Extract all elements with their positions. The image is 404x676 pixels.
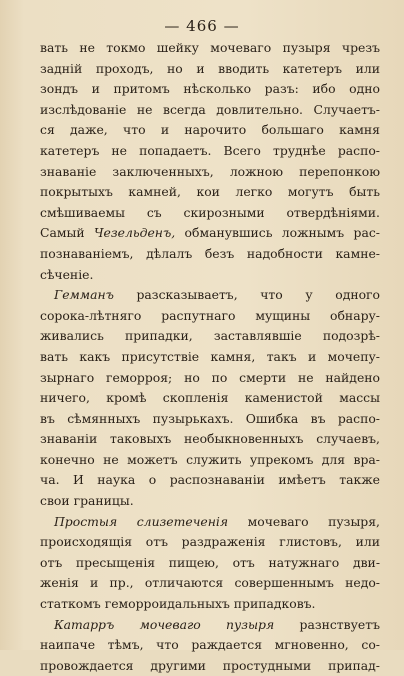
text-segment: ничего, кромѣ скопленія каменистой массы bbox=[40, 390, 380, 406]
text-line bbox=[40, 512, 380, 533]
text-segment: вать какъ присутствіе камня, такъ и мочепу- bbox=[40, 348, 380, 364]
text-segment: знаваніе заключенныхъ, ложною перепонкою bbox=[40, 163, 380, 179]
text-segment: женія и пр., отличаются совершеннымъ недо- bbox=[40, 575, 380, 591]
text-line bbox=[40, 615, 380, 636]
text-line bbox=[40, 409, 380, 430]
text-line bbox=[40, 285, 380, 306]
text-line bbox=[40, 100, 380, 121]
text-line bbox=[40, 79, 380, 100]
text-segment: вать не токмо шейку мочеваго пузыря чрезъ bbox=[40, 40, 380, 55]
text-segment: знаваніи таковыхъ необыкновенныхъ случаевъ, bbox=[40, 431, 380, 447]
text-line bbox=[40, 635, 380, 656]
text-line bbox=[40, 388, 380, 409]
italic-text: Простыя слизетеченія bbox=[54, 513, 229, 529]
text-segment: обманувшись ложнымъ рас- bbox=[175, 225, 380, 241]
italic-text: Чезельденъ, bbox=[93, 225, 176, 241]
text-line bbox=[40, 656, 380, 676]
text-line bbox=[40, 306, 380, 327]
text-segment: смѣшиваемы съ скирозными отвердѣніями. bbox=[40, 204, 380, 220]
text-segment: конечно не можетъ служить упрекомъ для вра- bbox=[40, 451, 380, 467]
text-segment: въ сѣмянныхъ пузырькахъ. Ошибка въ распо- bbox=[40, 410, 380, 426]
text-segment: ся даже, что и нарочито большаго камня bbox=[40, 122, 380, 138]
page-number: — 466 — bbox=[164, 17, 240, 35]
text-segment: задній проходъ, но и вводить катетеръ или bbox=[40, 60, 380, 76]
text-segment: сорока-лѣтняго распутнаго мущины обнару- bbox=[40, 307, 380, 323]
text-line bbox=[40, 223, 380, 244]
text-segment: мочеваго пузыря, bbox=[228, 513, 380, 529]
text-line bbox=[40, 141, 380, 162]
text-line bbox=[40, 470, 380, 491]
italic-text: Гемманъ bbox=[54, 287, 114, 303]
text-segment: сѣченіе. bbox=[40, 266, 94, 282]
text-line bbox=[40, 38, 380, 59]
text-line bbox=[40, 347, 380, 368]
text-line bbox=[40, 573, 380, 594]
text-segment: провождается другими простудными припад- bbox=[40, 657, 380, 673]
text-segment: происходящія отъ раздраженія глистовъ, или bbox=[40, 534, 380, 550]
text-segment: живались припадки, заставлявшіе подозрѣ- bbox=[40, 328, 380, 344]
text-line bbox=[40, 203, 380, 224]
text-line bbox=[40, 553, 380, 574]
text-segment: познаваніемъ, дѣлалъ безъ надобности камне- bbox=[40, 245, 380, 261]
italic-text: Катарръ мочеваго пузыря bbox=[54, 616, 275, 632]
text-line bbox=[40, 59, 380, 80]
text-segment: катетеръ не попадаетъ. Всего труднѣе распо- bbox=[40, 142, 380, 158]
text-segment: зондъ и притомъ нѣсколько разъ: ибо одно bbox=[40, 81, 380, 97]
text-segment: разсказываетъ, что у одного bbox=[113, 287, 380, 303]
text-segment: разнствуетъ bbox=[274, 616, 380, 632]
text-line bbox=[40, 244, 380, 265]
text-line bbox=[40, 594, 380, 615]
text-line bbox=[40, 326, 380, 347]
text-segment: статкомъ геморроидальныхъ припадковъ. bbox=[40, 596, 316, 612]
text-segment: Самый bbox=[40, 225, 94, 241]
text-line bbox=[40, 120, 380, 141]
text-segment: изслѣдованіе не всегда довлительно. Случаетъ- bbox=[40, 101, 380, 117]
text-line bbox=[40, 429, 380, 450]
text-line bbox=[40, 182, 380, 203]
text-segment: покрытыхъ камней, кои легко могутъ быть bbox=[40, 184, 380, 200]
text-segment: наипаче тѣмъ, что раждается мгновенно, со- bbox=[40, 637, 380, 653]
text-segment: свои границы. bbox=[40, 493, 134, 509]
text-segment: зырнаго геморроя; но по смерти не найдено bbox=[40, 369, 380, 385]
text-line bbox=[40, 450, 380, 471]
text-line bbox=[40, 532, 380, 553]
text-segment: ча. И наука о распознаваніи имѣетъ также bbox=[40, 472, 380, 488]
text-line bbox=[40, 265, 380, 286]
text-line bbox=[40, 368, 380, 389]
text-line bbox=[40, 162, 380, 183]
body-text bbox=[40, 38, 380, 676]
text-line bbox=[40, 491, 380, 512]
text-segment: отъ пресыщенія пищею, отъ натужнаго дви- bbox=[40, 554, 380, 570]
